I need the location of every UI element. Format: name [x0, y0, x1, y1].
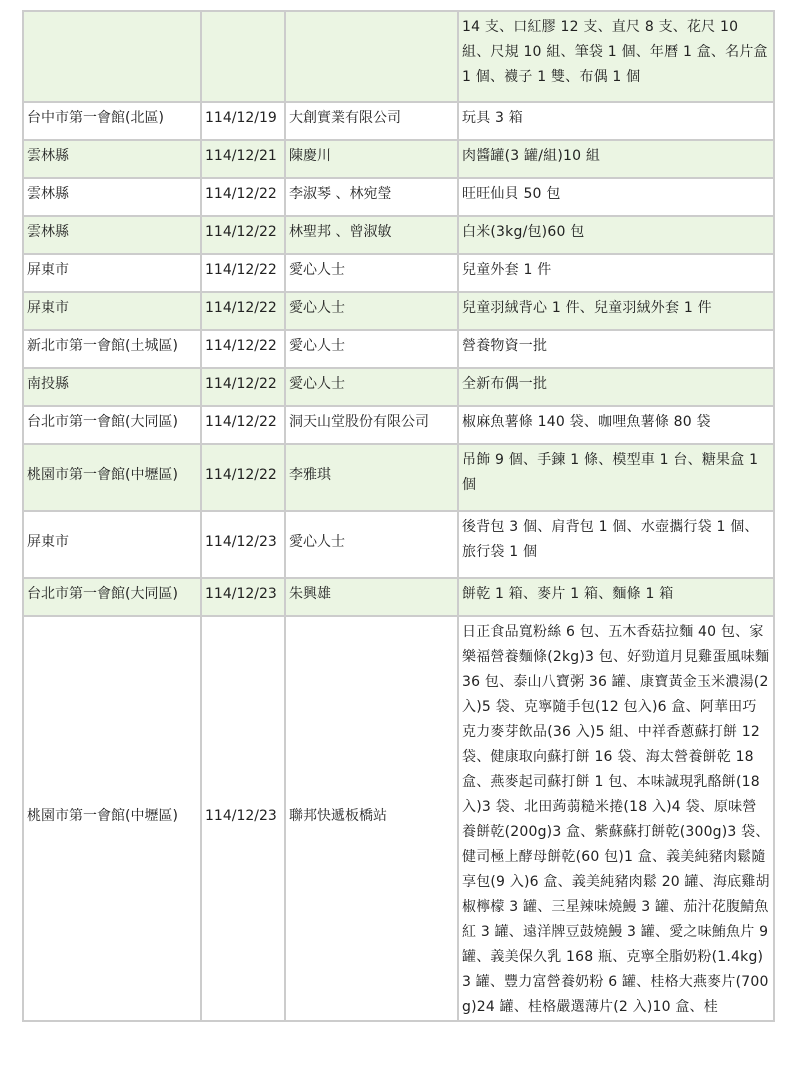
- table-row: [23, 578, 774, 616]
- org-cell: 屏東市: [23, 254, 201, 292]
- items-cell: 營養物資一批: [458, 330, 774, 368]
- org-cell: 雲林縣: [23, 140, 201, 178]
- date-cell: 114/12/21: [201, 140, 285, 178]
- donor-cell: 大創實業有限公司: [285, 102, 458, 140]
- date-cell: 114/12/22: [201, 368, 285, 406]
- items-cell: 肉醬罐(3 罐/組)10 組: [458, 140, 774, 178]
- donor-cell: 朱興雄: [285, 578, 458, 616]
- table-row: [23, 368, 774, 406]
- org-cell: 屏東市: [23, 511, 201, 578]
- items-cell: 椒麻魚薯條 140 袋、咖哩魚薯條 80 袋: [458, 406, 774, 444]
- table-row: [23, 406, 774, 444]
- table-row: [23, 140, 774, 178]
- date-cell: 114/12/22: [201, 406, 285, 444]
- donor-cell: 洞天山堂股份有限公司: [285, 406, 458, 444]
- donor-cell: 林聖邦 、曾淑敏: [285, 216, 458, 254]
- org-cell: 桃園市第一會館(中壢區): [23, 444, 201, 511]
- date-cell: 114/12/23: [201, 578, 285, 616]
- org-cell: 台北市第一會館(大同區): [23, 578, 201, 616]
- items-cell: 後背包 3 個、肩背包 1 個、水壺攜行袋 1 個、旅行袋 1 個: [458, 511, 774, 578]
- date-cell: 114/12/22: [201, 330, 285, 368]
- date-cell: 114/12/19: [201, 102, 285, 140]
- donor-cell: [285, 11, 458, 102]
- table-row: [23, 178, 774, 216]
- table-row: [23, 330, 774, 368]
- donor-cell: 愛心人士: [285, 254, 458, 292]
- donor-cell: 李淑琴 、林宛瑩: [285, 178, 458, 216]
- donor-cell: 愛心人士: [285, 511, 458, 578]
- org-cell: 桃園市第一會館(中壢區): [23, 616, 201, 1021]
- items-cell: 白米(3kg/包)60 包: [458, 216, 774, 254]
- items-cell: 兒童羽絨背心 1 件、兒童羽絨外套 1 件: [458, 292, 774, 330]
- org-cell: 雲林縣: [23, 178, 201, 216]
- org-cell: 台北市第一會館(大同區): [23, 406, 201, 444]
- org-cell: 台中市第一會館(北區): [23, 102, 201, 140]
- donation-table: [22, 10, 775, 1022]
- donor-cell: 李雅琪: [285, 444, 458, 511]
- date-cell: 114/12/23: [201, 511, 285, 578]
- donor-cell: 陳慶川: [285, 140, 458, 178]
- date-cell: [201, 11, 285, 102]
- table-row: [23, 102, 774, 140]
- table-row: [23, 11, 774, 102]
- items-cell: 吊飾 9 個、手鍊 1 條、模型車 1 台、糖果盒 1 個: [458, 444, 774, 511]
- date-cell: 114/12/22: [201, 216, 285, 254]
- date-cell: 114/12/23: [201, 616, 285, 1021]
- table-row: [23, 292, 774, 330]
- date-cell: 114/12/22: [201, 178, 285, 216]
- items-cell: 餅乾 1 箱、麥片 1 箱、麵條 1 箱: [458, 578, 774, 616]
- org-cell: 新北市第一會館(土城區): [23, 330, 201, 368]
- items-cell: 14 支、口紅膠 12 支、直尺 8 支、花尺 10 組、尺規 10 組、筆袋 1 個、年曆 1 盒、名片盒 1 個、襪子 1 雙、布偶 1 個: [458, 11, 774, 102]
- donor-cell: 聯邦快遞板橋站: [285, 616, 458, 1021]
- org-cell: 南投縣: [23, 368, 201, 406]
- items-cell: 玩具 3 箱: [458, 102, 774, 140]
- table-row: [23, 511, 774, 578]
- table-row: [23, 616, 774, 1021]
- date-cell: 114/12/22: [201, 444, 285, 511]
- donor-cell: 愛心人士: [285, 368, 458, 406]
- table-row: [23, 444, 774, 511]
- items-cell: 全新布偶一批: [458, 368, 774, 406]
- org-cell: 雲林縣: [23, 216, 201, 254]
- items-cell: 日正食品寬粉絲 6 包、五木香菇拉麵 40 包、家樂福營養麵條(2kg)3 包、好勁道月見雞蛋風味麵 36 包、泰山八寶粥 36 罐、康寶黃金玉米濃湯(2 入)5 袋、克寧隨手包(12 包入)6 盒、阿華田巧克力麥芽飲品(36 入)5 組、中祥香蔥蘇打餅 12 袋、健康取向蘇打餅 16 袋、海太營養餅乾 18 盒、燕麥起司蘇打餅 1 包、本味誠現乳酪餅(18 入)3 袋、北田蒟蒻糙米捲(18 入)4 袋、原味營養餅乾(200g)3 盒、紫蘇蘇打餅乾(300g)3 袋、健司極上酵母餅乾(60 包)1 盒、義美純豬肉鬆隨享包(9 入)6 盒、義美純豬肉鬆 20 罐、海底雞胡椒檸檬 3 罐、三星辣味燒鰻 3 罐、茄汁花腹鯖魚紅 3 罐、遠洋牌豆鼓燒鰻 3 罐、愛之味鮪魚片 9 罐、義美保久乳 168 瓶、克寧全脂奶粉(1.4kg)3 罐、豐力富營養奶粉 6 罐、桂格大燕麥片(700g)24 罐、桂格嚴選薄片(2 入)10 盒、桂: [458, 616, 774, 1021]
- items-cell: 旺旺仙貝 50 包: [458, 178, 774, 216]
- date-cell: 114/12/22: [201, 292, 285, 330]
- org-cell: [23, 11, 201, 102]
- donor-cell: 愛心人士: [285, 330, 458, 368]
- date-cell: 114/12/22: [201, 254, 285, 292]
- table-row: [23, 216, 774, 254]
- donor-cell: 愛心人士: [285, 292, 458, 330]
- items-cell: 兒童外套 1 件: [458, 254, 774, 292]
- table-row: [23, 254, 774, 292]
- org-cell: 屏東市: [23, 292, 201, 330]
